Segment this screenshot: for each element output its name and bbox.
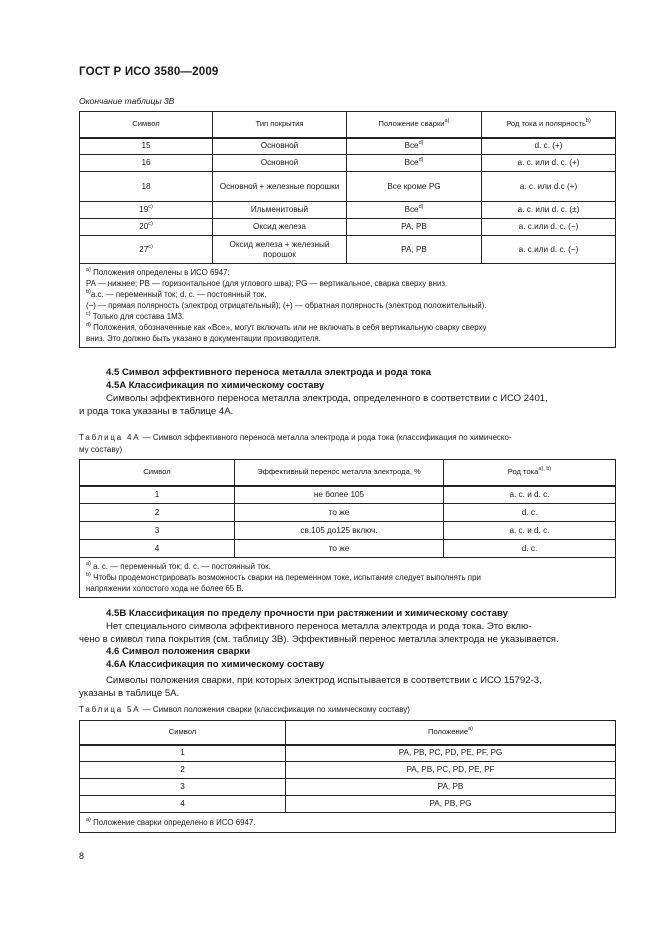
table-5a-caption: Таблица 5А — Символ положения сварки (классификация по химическому составу) — [79, 705, 410, 714]
cell-position: Все$^{d)}$ — [347, 138, 482, 155]
cell-current: a. c. или d. c. (+) — [482, 155, 616, 172]
table-5a-header-row — [80, 721, 616, 745]
cell-coating: Основной — [213, 138, 347, 155]
cell-symbol: 1 — [80, 745, 286, 762]
cell-current: a. c.или d. c. (−) — [482, 219, 616, 236]
cell-position: PA, PB — [347, 236, 482, 264]
table-row — [80, 219, 616, 236]
col-header-symbol: Символ — [80, 460, 235, 486]
cell-coating: Ильменитовый — [213, 202, 347, 219]
table-row — [80, 202, 616, 219]
cell-symbol: 16 — [80, 155, 213, 172]
section-4-6a-text: Символы положения сварки, при которых электрод испытывается в соответствии с ИСО 15792-3, — [106, 675, 542, 686]
table-row — [80, 155, 616, 172]
cell-symbol: 27$^{c)}$ — [80, 236, 213, 264]
col-header-transfer: Эффективный перенос металла электрода, % — [235, 460, 444, 486]
table-row — [80, 172, 616, 202]
table-4a-caption: Таблица 4А — Символ эффективного переноса металла электрода и рода тока (классификация по химическо- му составу) — [79, 433, 512, 454]
section-4-6a-title: 4.6A Классификация по химическому составу — [106, 659, 325, 670]
cell-symbol: 3 — [80, 779, 286, 796]
table-row — [80, 522, 616, 540]
cell-position: PA, PB, PC, PD, PE, PF — [286, 762, 616, 779]
table-4a — [79, 459, 616, 598]
table-row — [80, 762, 616, 779]
table-4a-header-row — [80, 460, 616, 486]
table-4a-notes-row — [80, 558, 616, 598]
col-header-position: Положение сварки$^{a)}$ — [347, 112, 482, 138]
cell-position: PA, PB, PC, PD, PE, PF, PG — [286, 745, 616, 762]
cell-position: Все$^{d)}$ — [347, 155, 482, 172]
col-header-position: Положение$^{a)}$ — [286, 721, 616, 745]
col-header-symbol: Символ — [80, 721, 286, 745]
cell-symbol: 15 — [80, 138, 213, 155]
section-4-5-title: 4.5 Символ эффективного переноса металла электрода и рода тока — [106, 367, 431, 378]
table-5a-notes-row — [80, 813, 616, 833]
table-3b — [79, 111, 616, 348]
cell-current: a. c. и d. c. — [444, 486, 616, 504]
cell-coating: Оксид железа — [213, 219, 347, 236]
table-row — [80, 138, 616, 155]
table-3b-header-row — [80, 112, 616, 138]
table-3b-notes: $^{a)}$ Положения определены в ИСО 6947: PA — нижнее; PB — горизонтальное (для углового шва); PG — вертикальное, сварка сверху вниз. $^{b)}$a.c. — переменный ток; d. c. — постоянный ток, (−) — прямая полярность (электрод отрицательный); (+) — обратная полярность (электрод положительный). $^{c)}$ Только для состава 1M3. $^{d)}$ Положения, обозначенные как «Все», могут включать или не включать в себя вертикальную сварку сверху вниз. Это должно быть указано в документации производителя. — [80, 264, 616, 348]
table-5a — [79, 720, 616, 833]
section-4-5b-text-2: чено в символ типа покрытия (см. таблицу 3В). Эффективный перенос металла электрода не указывается. — [79, 634, 559, 645]
table-row — [80, 540, 616, 558]
table-3b-caption: Окончание таблицы 3В — [79, 96, 175, 106]
section-4-6a-text-2: указаны в таблице 5А. — [79, 688, 180, 699]
cell-symbol: 1 — [80, 486, 235, 504]
table-5a-notes: $^{a)}$ Положение сварки определено в ИСО 6947. — [80, 813, 616, 833]
section-4-6-title: 4.6 Символ положения сварки — [106, 646, 251, 657]
cell-symbol: 2 — [80, 504, 235, 522]
cell-position: Все$^{d)}$ — [347, 202, 482, 219]
cell-coating: Оксид железа + железный порошок — [213, 236, 347, 264]
table-row — [80, 796, 616, 813]
cell-current: a. c. или d. c. (±) — [482, 202, 616, 219]
section-4-5a-text-2: и рода тока указаны в таблице 4А. — [79, 406, 234, 417]
cell-symbol: 18 — [80, 172, 213, 202]
table-3b-notes-row — [80, 264, 616, 348]
col-header-symbol: Символ — [80, 112, 213, 138]
section-4-5a-text: Символы эффективного переноса металла электрода, определенного в соответствии с ИСО 2401, — [106, 393, 548, 404]
cell-transfer: св.105 до125 включ. — [235, 522, 444, 540]
cell-transfer: не более 105 — [235, 486, 444, 504]
document-header: ГОСТ Р ИСО 3580—2009 — [79, 66, 219, 78]
cell-current: d. c. (+) — [482, 138, 616, 155]
cell-transfer: то же — [235, 540, 444, 558]
col-header-current: Род тока и полярность$^{b)}$ — [482, 112, 616, 138]
cell-position: PA, PB — [286, 779, 616, 796]
col-header-current: Род тока$^{a), b)}$ — [444, 460, 616, 486]
cell-current: d. c. — [444, 504, 616, 522]
cell-current: a. c. или d.c (+) — [482, 172, 616, 202]
section-4-5a-title: 4.5A Классификация по химическому составу — [106, 380, 325, 391]
page-number: 8 — [79, 851, 85, 861]
cell-current: d. c. — [444, 540, 616, 558]
table-row — [80, 504, 616, 522]
cell-symbol: 2 — [80, 762, 286, 779]
cell-symbol: 19$^{c)}$ — [80, 202, 213, 219]
col-header-coating: Тип покрытия — [213, 112, 347, 138]
cell-transfer: то же — [235, 504, 444, 522]
cell-position: Все кроме PG — [347, 172, 482, 202]
cell-symbol: 4 — [80, 540, 235, 558]
section-4-5b-text: Нет специального символа эффективного переноса металла электрода и рода тока. Это вклю- — [106, 621, 532, 632]
cell-current: a. c.или d. c. (−) — [482, 236, 616, 264]
table-row — [80, 236, 616, 264]
cell-position: PA, PB — [347, 219, 482, 236]
cell-coating: Основной + железные порошки — [213, 172, 347, 202]
section-4-5b-title: 4.5B Классификация по пределу прочности при растяжении и химическому составу — [106, 608, 508, 619]
cell-symbol: 4 — [80, 796, 286, 813]
cell-current: a. c. и d. c. — [444, 522, 616, 540]
cell-position: PA, PB, PG — [286, 796, 616, 813]
cell-symbol: 20$^{c)}$ — [80, 219, 213, 236]
table-row — [80, 745, 616, 762]
table-4a-notes: $^{a)}$ a. c. — переменный ток; d. c. — постоянный ток. $^{b)}$ Чтобы продемонстрировать возможность сварки на переменном токе, испытания следует выполнять при напряжении холостого хода не более 65 В. — [80, 558, 616, 598]
cell-symbol: 3 — [80, 522, 235, 540]
table-row — [80, 779, 616, 796]
table-row — [80, 486, 616, 504]
cell-coating: Основной — [213, 155, 347, 172]
